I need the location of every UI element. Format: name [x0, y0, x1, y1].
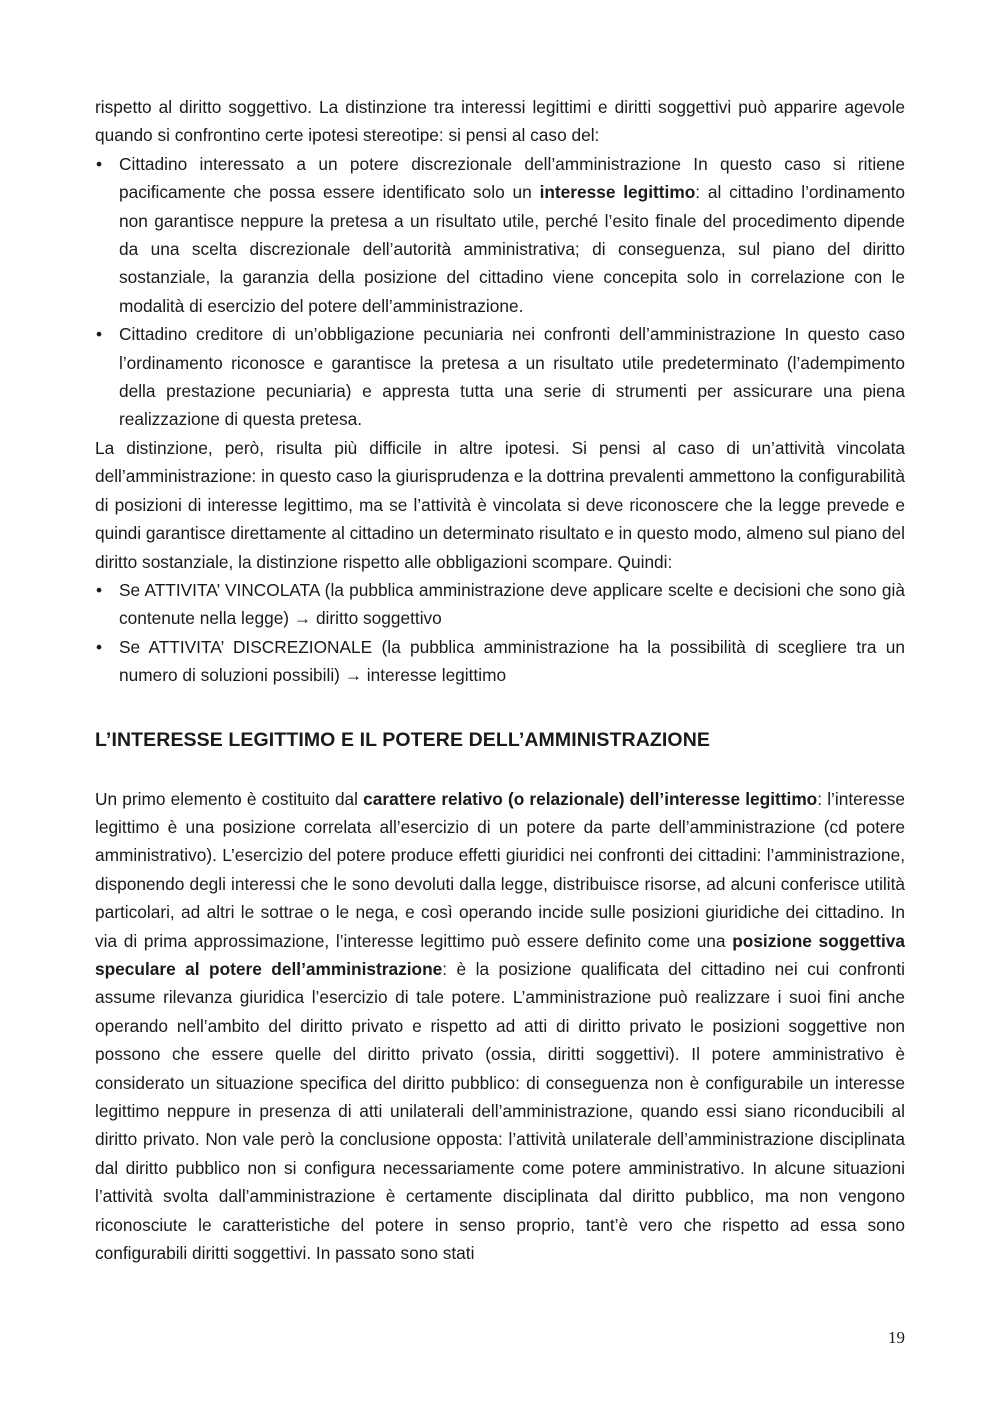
list-item — [95, 320, 905, 434]
text-run: : è la posizione qualificata del cittadino nei cui confronti assume rilevanza giuridica l’esercizio di tale potere. L’amministrazione può realizzare i suoi fini anche operando nell’ambito del diritto privato e rispetto ad atti di diritto privato le posizioni soggettive non possono che essere quelle del diritto privato (ossia, diritti soggettivi). Il potere amministrativo è considerato un situazione specifica del diritto pubblico: di conseguenza non è configurabile un interesse legittimo neppure in presenza di atti unilaterali dell’amministrazione, quando essi siano riconducibili al diritto privato. Non vale però la conclusione opposta: l’attività unilaterale dell’amministrazione disciplinata dal diritto pubblico non si configura necessariamente come potere amministrativo. In alcune situazioni l’attività svolta dall’amministrazione è certamente disciplinata dal diritto pubblico, ma non vengono riconosciute le caratteristiche del potere in senso proprio, tant’è vero che rispetto ad essa sono configurabili diritti soggettivi. In passato sono stati — [95, 958, 905, 1264]
text-run: : l’interesse legittimo è una posizione correlata all’esercizio di un potere da parte dell’amministrazione (cd potere amministrativo). L’esercizio del potere produce effetti giuridici nei confronti dei cittadini: l’amministrazione, disponendo degli interessi che le sono devoluti dalla legge, distribuisce risorse, ad alcuni conferisce utilità particolari, ad altri le sottrae o le nega, e così operando incide sulle posizioni giuridiche dei cittadino. In via di prima approssimazione, l’interesse legittimo può essere definito come una — [95, 788, 905, 951]
page-number: 19 — [888, 1328, 905, 1347]
list-item: • Se ATTIVITA’ VINCOLATA (la pubblica amministrazione deve applicare scelte e decisioni che sono già contenute nella legge) → diritto soggettivo — [95, 576, 905, 633]
text-run: Un primo elemento è costituito dal — [95, 788, 364, 809]
bold-term: carattere relativo (o relazionale) dell’interesse legittimo — [363, 788, 818, 809]
body-paragraph: La distinzione, però, risulta più difficile in altre ipotesi. Si pensi al caso di un’attività vincolata dell’amministrazione: in questo caso la giurisprudenza e la dottrina prevalenti ammettono la configurabilità di posizioni di interesse legittimo, ma se l’attività è vincolata si deve riconoscere che la legge prevede e quindi garantisce direttamente al cittadino un determinato risultato e in questo modo, almeno sul piano del diritto sostanziale, la distinzione rispetto alle obbligazioni scompare. Quindi: — [95, 437, 905, 572]
intro-paragraph: rispetto al diritto soggettivo. La distinzione tra interessi legittimi e diritti soggettivi può apparire agevole quando si confrontino certe ipotesi stereotipe: si pensi al caso del: — [95, 97, 905, 146]
cases-bullet-list — [95, 150, 905, 434]
section-heading: L’INTERESSE LEGITTIMO E IL POTERE DELL’AMMINISTRAZIONE — [95, 728, 710, 751]
document-body — [95, 93, 905, 1267]
body-paragraph — [95, 785, 905, 1268]
list-item — [95, 150, 905, 320]
activity-bullet-list — [95, 576, 905, 690]
bold-term: posizione soggettiva speculare al potere dell’amministrazione — [95, 930, 905, 979]
case-text-before: Cittadino interessato a un potere discrezionale dell’amministrazione In questo caso si ritiene pacificamente che possa essere identificato solo un — [119, 153, 905, 203]
case-text: Cittadino creditore di un’obbligazione pecuniaria nei confronti dell’amministrazione In questo caso l’ordinamento riconosce e garantisce la pretesa a un risultato utile predeterminato (l’adempimento della prestazione pecuniaria) e appresta tutta una serie di strumenti per assicurare una piena realizzazione di questa pretesa. — [119, 324, 905, 430]
case-text-after: : al cittadino l’ordinamento non garantisce neppure la pretesa a un risultato utile, perché l’esito finale del procedimento dipende da una scelta discrezionale dell’autorità amministrativa; di conseguenza, sul piano del diritto sostanziale, la garanzia della posizione del cittadino viene concepita solo in correlazione con le modalità di esercizio del potere dell’amministrazione. — [119, 182, 905, 316]
case-bold-term: interesse legittimo — [539, 182, 696, 203]
list-item: • Se ATTIVITA’ DISCREZIONALE (la pubblica amministrazione ha la possibilità di scegliere tra un numero di soluzioni possibili) → interesse legittimo — [95, 633, 905, 690]
